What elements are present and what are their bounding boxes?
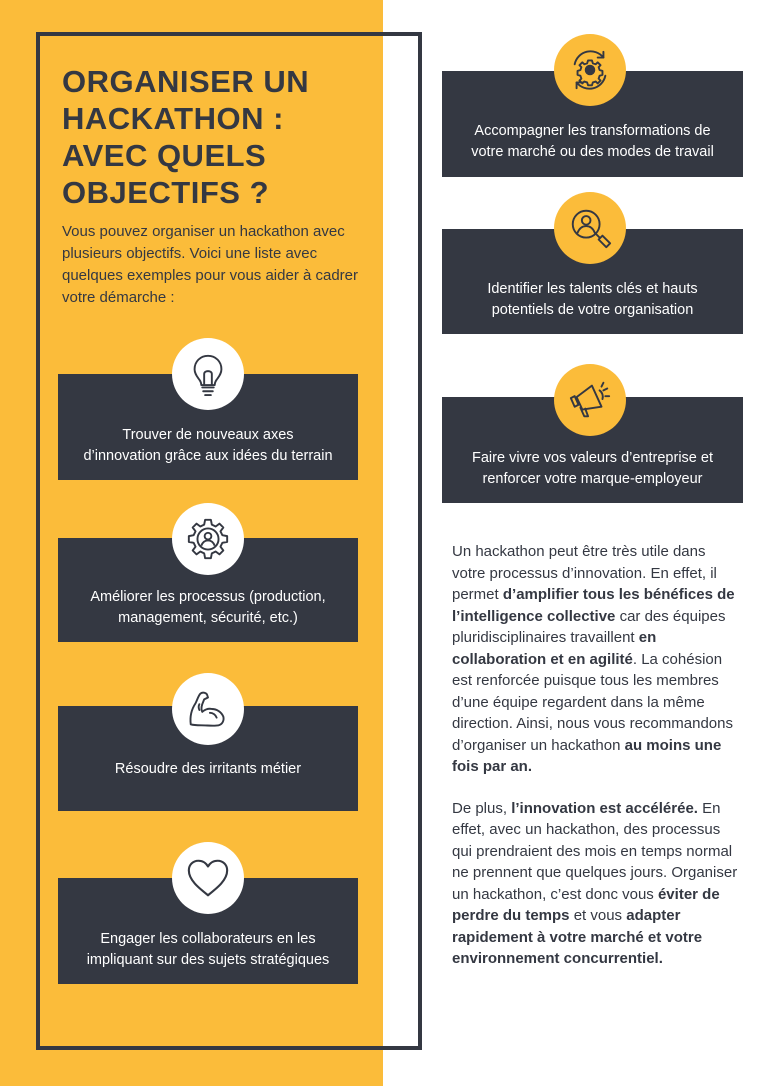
card-line: votre marché ou des modes de travail <box>471 144 714 160</box>
text-run: . La cohésion est renforcée puisque tous les membres d’une équipe regardent dans la même direction. Ainsi, nous vous recommandons d’organiser un hackathon <box>452 650 733 754</box>
bold-text: d’amplifier tous les bénéfices de l’intelligence collective <box>452 586 735 625</box>
card-line: potentiels de votre organisation <box>491 302 694 318</box>
heart-icon <box>185 855 231 901</box>
body-text <box>452 541 742 990</box>
text-run: Un hackathon peut être très utile dans votre processus d’innovation. En effet, il permet <box>452 543 717 603</box>
card-line: Trouver de nouveaux axes <box>122 427 294 443</box>
flexed-arm-icon <box>185 686 231 732</box>
megaphone-icon-badge <box>554 364 626 436</box>
bold-text: l’innovation est accélérée. <box>511 799 698 817</box>
bold-text: adapter rapidement à votre marché et votre environnement concurrentiel. <box>452 907 703 967</box>
card-line: Accompagner les transformations de <box>474 123 711 139</box>
person-search-icon <box>567 205 613 251</box>
text-run: car des équipes pluridisciplinaires travaillent <box>452 607 726 646</box>
card-line: d’innovation grâce aux idées du terrain <box>83 448 333 464</box>
card-line: renforcer votre marque-employeur <box>482 471 703 487</box>
card-line: Identifier les talents clés et hauts <box>487 281 698 297</box>
card-line: impliquant sur des sujets stratégiques <box>86 952 330 968</box>
card-line: Engager les collaborateurs en les <box>100 931 316 947</box>
megaphone-icon <box>567 377 613 423</box>
page-title <box>62 63 362 211</box>
lightbulb-icon <box>185 351 231 397</box>
heart-icon-badge <box>172 842 244 914</box>
bold-text: au moins une fois par an. <box>452 736 722 775</box>
bold-text: en collaboration et en agilité <box>452 629 657 668</box>
title-line: ORGANISER UN <box>62 64 310 99</box>
gear-cycle-icon-badge <box>554 34 626 106</box>
text-run: En effet, avec un hackathon, des processus qui prendraient des mois en temps normal ne prennent que quelques jours. Organiser un hackathon, c’est donc vous <box>452 799 738 903</box>
flexed-arm-icon-badge <box>172 673 244 745</box>
gear-cycle-icon <box>567 47 613 93</box>
card-line: Résoudre des irritants métier <box>114 761 302 777</box>
text-run: et vous <box>569 907 627 924</box>
body-paragraph <box>452 798 742 970</box>
card-line: Améliorer les processus (production, <box>90 589 326 605</box>
body-paragraph <box>452 541 742 778</box>
title-line: HACKATHON : <box>62 101 284 136</box>
bold-text: éviter de perdre du temps <box>452 885 720 924</box>
gear-person-icon-badge <box>172 503 244 575</box>
card-line: Faire vivre vos valeurs d’entreprise et <box>472 450 713 466</box>
intro-text: Vous pouvez organiser un hackathon avec plusieurs objectifs. Voici une liste avec quelques exemples pour vous aider à cadrer votre démarche : <box>62 223 359 306</box>
card-line: management, sécurité, etc.) <box>118 610 298 626</box>
text-run: De plus, <box>452 799 512 817</box>
lightbulb-icon-badge <box>172 338 244 410</box>
gear-person-icon <box>185 516 231 562</box>
person-search-icon-badge <box>554 192 626 264</box>
title-line: AVEC QUELS <box>62 138 267 173</box>
title-line: OBJECTIFS ? <box>62 175 270 210</box>
